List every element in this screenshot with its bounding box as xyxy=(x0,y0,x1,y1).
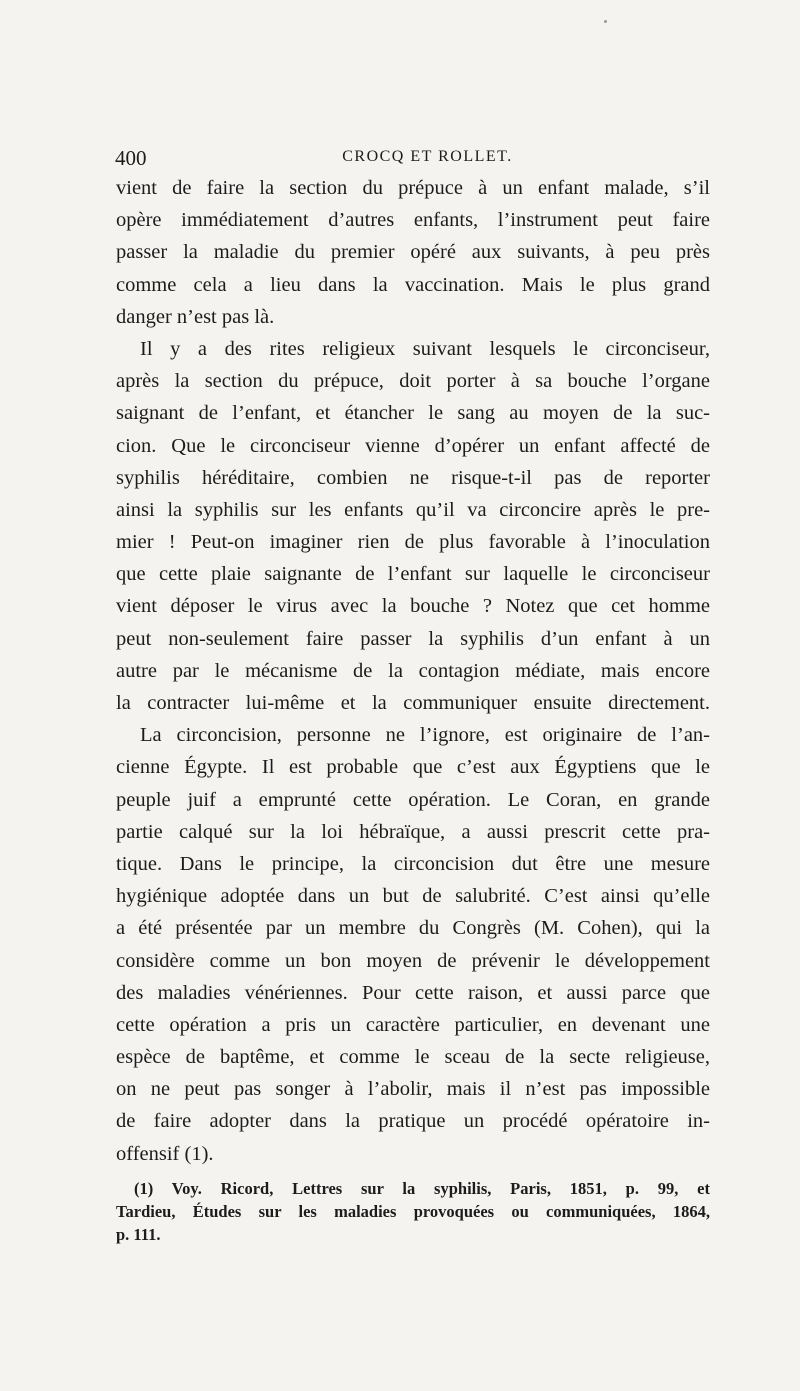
text-line: partie calqué sur la loi hébraïque, a aussi prescrit cette pra- xyxy=(116,820,710,843)
text-line: offensif (1). xyxy=(116,1142,214,1165)
text-line: tique. Dans le principe, la circoncision dut être une mesure xyxy=(116,852,710,875)
text-line: des maladies vénériennes. Pour cette raison, et aussi parce que xyxy=(116,981,710,1004)
text-line: autre par le mécanisme de la contagion médiate, mais encore xyxy=(116,659,710,682)
body-text xyxy=(116,172,710,1170)
text-line: La circoncision, personne ne l’ignore, est originaire de l’an- xyxy=(140,724,710,747)
text-line: cienne Égypte. Il est probable que c’est aux Égyptiens que le xyxy=(116,756,710,779)
text-line: peut non-seulement faire passer la syphilis d’un enfant à un xyxy=(116,627,710,650)
text-line: Il y a des rites religieux suivant lesquels le circonciseur, xyxy=(140,337,710,360)
page-header xyxy=(115,146,710,174)
page-number: 400 xyxy=(115,146,147,170)
text-line: mier ! Peut-on imaginer rien de plus favorable à l’inoculation xyxy=(116,531,710,554)
text-line: ainsi la syphilis sur les enfants qu’il va circoncire après le pre- xyxy=(116,498,710,521)
running-head: CROCQ ET ROLLET. xyxy=(342,148,513,165)
footnote-line: Tardieu, Études sur les maladies provoquées ou communiquées, 1864, xyxy=(116,1202,710,1221)
text-line: danger n’est pas là. xyxy=(116,305,275,328)
text-line: considère comme un bon moyen de prévenir le développement xyxy=(116,949,710,972)
text-line: de faire adopter dans la pratique un procédé opératoire in- xyxy=(116,1110,710,1133)
text-line: hygiénique adoptée dans un but de salubrité. C’est ainsi qu’elle xyxy=(116,885,710,908)
text-line: on ne peut pas songer à l’abolir, mais il n’est pas impossible xyxy=(116,1078,710,1101)
text-line: peuple juif a emprunté cette opération. Le Coran, en grande xyxy=(116,788,710,811)
text-line: après la section du prépuce, doit porter à sa bouche l’organe xyxy=(116,370,710,393)
text-line: la contracter lui-même et la communiquer ensuite directement. xyxy=(116,692,710,714)
text-line: vient déposer le virus avec la bouche ? Notez que cet homme xyxy=(116,595,710,618)
footnote-line: p. 111. xyxy=(116,1225,161,1244)
footnote-line: (1) Voy. Ricord, Lettres sur la syphilis, Paris, 1851, p. 99, et xyxy=(134,1179,710,1198)
text-line: cette opération a pris un caractère particulier, en devenant une xyxy=(116,1013,710,1036)
footnotes xyxy=(116,1177,710,1246)
text-line: opère immédiatement d’autres enfants, l’instrument peut faire xyxy=(116,209,710,232)
paper-speck xyxy=(604,20,607,23)
text-line: espèce de baptême, et comme le sceau de la secte religieuse, xyxy=(116,1046,710,1069)
text-line: a été présentée par un membre du Congrès (M. Cohen), qui la xyxy=(116,917,710,940)
text-line: comme cela a lieu dans la vaccination. Mais le plus grand xyxy=(116,273,710,296)
text-line: cion. Que le circonciseur vienne d’opérer un enfant affecté de xyxy=(116,434,710,457)
text-line: saignant de l’enfant, et étancher le sang au moyen de la suc- xyxy=(116,402,710,425)
text-line: que cette plaie saignante de l’enfant sur laquelle le circonciseur xyxy=(116,563,710,586)
text-line: syphilis héréditaire, combien ne risque-t-il pas de reporter xyxy=(116,466,710,489)
text-line: vient de faire la section du prépuce à un enfant malade, s’il xyxy=(116,177,710,199)
text-line: passer la maladie du premier opéré aux suivants, à peu près xyxy=(116,241,710,264)
